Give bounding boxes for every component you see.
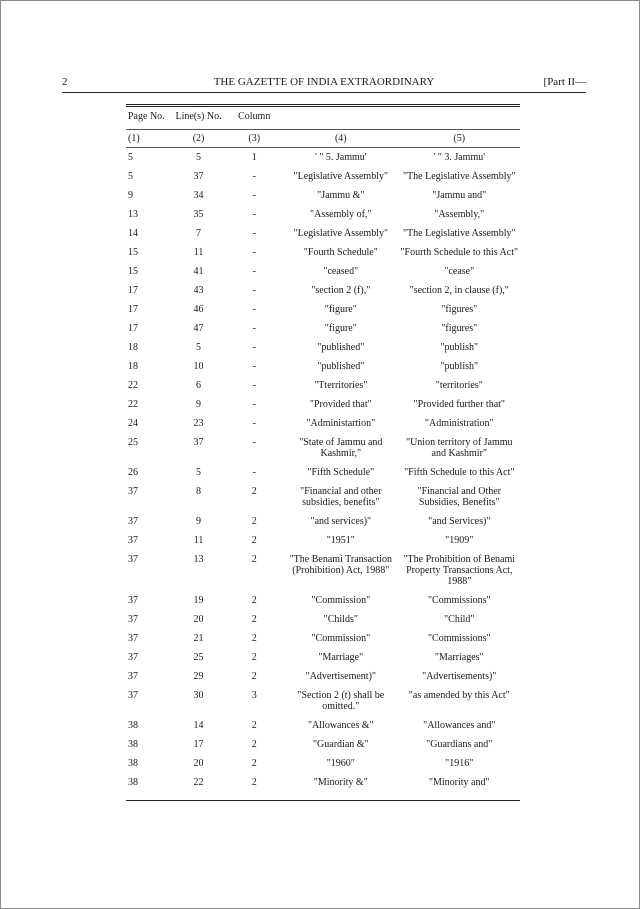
cell-column: 2: [251, 652, 257, 663]
cell-read-text: "1916": [445, 758, 474, 769]
cell-for-text: "Section 2 (t) shall be omitted.": [297, 690, 385, 712]
column-header-column: Column: [238, 111, 271, 122]
cell-column: -: [252, 190, 256, 201]
cell-line-no: 35: [193, 209, 204, 220]
cell-page-no: 37: [128, 671, 138, 682]
table-row: [126, 735, 520, 754]
cell-read-text: ' " 3. Jammu': [433, 152, 486, 163]
cell-page-no: 38: [128, 720, 138, 731]
table-row: [126, 395, 520, 414]
column-number-3: (3): [225, 130, 283, 148]
cell-page-no: 22: [128, 399, 138, 410]
cell-column: 2: [251, 614, 257, 625]
cell-column: 2: [251, 633, 257, 644]
cell-line-no: 20: [193, 614, 204, 625]
cell-for-text: "Minority &": [313, 777, 368, 788]
cell-line-no: 8: [196, 486, 202, 497]
cell-for-text: "Administartion": [306, 418, 376, 429]
cell-read-text: "publish": [440, 361, 479, 372]
cell-line-no: 37: [193, 171, 204, 182]
table-row: [126, 667, 520, 686]
cell-read-text: "Administration": [424, 418, 494, 429]
cell-page-no: 25: [128, 437, 138, 448]
cell-column: -: [252, 467, 256, 478]
cell-page-no: 5: [128, 171, 133, 182]
cell-column: -: [252, 399, 256, 410]
cell-read-text: "Jammu and": [432, 190, 487, 201]
cell-for-text: "Fifth Schedule": [307, 467, 375, 478]
cell-read-text: "1909": [445, 535, 474, 546]
cell-read-text: "Advertisements)": [422, 671, 497, 682]
cell-column: 2: [251, 777, 257, 788]
cell-column: -: [252, 285, 256, 296]
table-row: [126, 281, 520, 300]
column-header-for: [283, 107, 398, 130]
table-row: [126, 686, 520, 716]
cell-page-no: 13: [128, 209, 138, 220]
cell-line-no: 30: [193, 690, 204, 701]
cell-page-no: 9: [128, 190, 133, 201]
cell-line-no: 20: [193, 758, 204, 769]
cell-column: 2: [251, 720, 257, 731]
cell-page-no: 38: [128, 739, 138, 750]
table-row: [126, 262, 520, 281]
table-row: [126, 224, 520, 243]
column-number-row: [126, 130, 520, 148]
cell-page-no: 37: [128, 516, 138, 527]
cell-line-no: 41: [193, 266, 204, 277]
column-number-5: (5): [399, 130, 520, 148]
cell-page-no: 17: [128, 285, 138, 296]
table-row: [126, 754, 520, 773]
table-bottom-rule: [126, 800, 520, 801]
cell-for-text: "1951": [326, 535, 355, 546]
cell-for-text: "published": [317, 361, 365, 372]
cell-for-text: "Assembly of,": [310, 209, 372, 220]
table-row: [126, 550, 520, 591]
table-row: [126, 338, 520, 357]
cell-read-text: "Union territory of Jammu and Kashmir": [405, 437, 513, 459]
cell-line-no: 9: [196, 399, 202, 410]
cell-page-no: 37: [128, 486, 138, 497]
cell-page-no: 37: [128, 554, 138, 565]
cell-page-no: 18: [128, 342, 138, 353]
cell-read-text: "Provided further that": [413, 399, 505, 410]
cell-line-no: 25: [193, 652, 204, 663]
cell-read-text: "Child": [444, 614, 475, 625]
table-row: [126, 376, 520, 395]
cell-read-text: "Commissions": [427, 633, 491, 644]
cell-line-no: 6: [196, 380, 202, 391]
cell-column: -: [252, 247, 256, 258]
cell-page-no: 37: [128, 614, 138, 625]
table-row: [126, 205, 520, 224]
cell-read-text: "Minority and": [428, 777, 490, 788]
cell-page-no: 37: [128, 535, 138, 546]
table-top-rule: [126, 104, 520, 105]
cell-read-text: "as amended by this Act": [408, 690, 510, 701]
cell-line-no: 14: [193, 720, 204, 731]
table-row: [126, 186, 520, 205]
corrigendum-table: [126, 107, 520, 792]
cell-line-no: 34: [193, 190, 204, 201]
cell-line-no: 22: [193, 777, 204, 788]
cell-read-text: "figures": [441, 323, 478, 334]
cell-column: 2: [251, 516, 257, 527]
cell-page-no: 18: [128, 361, 138, 372]
cell-for-text: "Guardian &": [312, 739, 369, 750]
cell-column: -: [252, 437, 256, 448]
cell-column: 3: [251, 690, 257, 701]
cell-page-no: 37: [128, 633, 138, 644]
table-row: [126, 648, 520, 667]
cell-read-text: "Financial and Other Subsidies, Benefits": [417, 486, 502, 508]
cell-column: 1: [251, 152, 257, 163]
cell-page-no: 24: [128, 418, 138, 429]
cell-read-text: "The Legislative Assembly": [402, 171, 516, 182]
cell-for-text: "and services)": [310, 516, 372, 527]
cell-line-no: 9: [196, 516, 202, 527]
cell-line-no: 43: [193, 285, 204, 296]
table-row: [126, 414, 520, 433]
table-row: [126, 243, 520, 262]
cell-line-no: 10: [193, 361, 204, 372]
cell-column: -: [252, 361, 256, 372]
cell-line-no: 11: [193, 535, 204, 546]
table-row: [126, 148, 520, 168]
cell-column: -: [252, 304, 256, 315]
cell-line-no: 13: [193, 554, 204, 565]
cell-line-no: 11: [193, 247, 204, 258]
column-header-line-no: Line(s) No.: [175, 111, 222, 122]
cell-line-no: 5: [196, 152, 202, 163]
cell-for-text: "Allowances &": [307, 720, 374, 731]
cell-column: -: [252, 209, 256, 220]
table-body: [126, 148, 520, 793]
cell-page-no: 22: [128, 380, 138, 391]
cell-column: 2: [251, 671, 257, 682]
page-header: [62, 76, 586, 90]
cell-page-no: 37: [128, 690, 138, 701]
table-row: [126, 531, 520, 550]
cell-for-text: "figure": [324, 304, 357, 315]
cell-page-no: 14: [128, 228, 138, 239]
table-row: [126, 357, 520, 376]
table-row: [126, 610, 520, 629]
cell-page-no: 17: [128, 323, 138, 334]
cell-line-no: 23: [193, 418, 204, 429]
cell-for-text: "Marriage": [318, 652, 364, 663]
table-row: [126, 716, 520, 735]
cell-for-text: "Provided that": [309, 399, 372, 410]
table-row: [126, 591, 520, 610]
header-rule: [62, 92, 586, 93]
cell-read-text: "and Services)": [428, 516, 491, 527]
cell-read-text: "territories": [435, 380, 483, 391]
cell-column: 2: [251, 535, 257, 546]
cell-for-text: "Commission": [311, 633, 371, 644]
cell-for-text: "section 2 (f),": [311, 285, 371, 296]
column-header-page-no: Page No.: [128, 111, 165, 122]
cell-read-text: "The Legislative Assembly": [402, 228, 516, 239]
cell-column: -: [252, 380, 256, 391]
cell-read-text: "Commissions": [427, 595, 491, 606]
cell-read-text: "Guardians and": [426, 739, 493, 750]
cell-for-text: "Tterritories": [314, 380, 368, 391]
cell-for-text: "Commission": [311, 595, 371, 606]
gazette-title: THE GAZETTE OF INDIA EXTRAORDINARY: [213, 76, 435, 88]
cell-page-no: 17: [128, 304, 138, 315]
cell-page-no: 38: [128, 777, 138, 788]
cell-read-text: "Assembly,": [434, 209, 485, 220]
cell-line-no: 5: [196, 467, 202, 478]
cell-page-no: 37: [128, 595, 138, 606]
cell-for-text: "Advertisement)": [305, 671, 376, 682]
cell-for-text: "ceased": [323, 266, 359, 277]
cell-column: 2: [251, 758, 257, 769]
cell-page-no: 5: [128, 152, 133, 163]
table-row: [126, 482, 520, 512]
table-row: [126, 463, 520, 482]
column-number-2: (2): [172, 130, 226, 148]
cell-line-no: 17: [193, 739, 204, 750]
cell-column: 2: [251, 739, 257, 750]
cell-line-no: 29: [193, 671, 204, 682]
cell-for-text: "State of Jammu and Kashmir,": [299, 437, 383, 459]
table-row: [126, 433, 520, 463]
cell-line-no: 47: [193, 323, 204, 334]
cell-read-text: "section 2, in clause (f),": [409, 285, 509, 296]
cell-read-text: "Allowances and": [423, 720, 496, 731]
cell-page-no: 38: [128, 758, 138, 769]
cell-for-text: "Jammu &": [317, 190, 365, 201]
cell-line-no: 21: [193, 633, 204, 644]
cell-page-no: 37: [128, 652, 138, 663]
cell-column: -: [252, 171, 256, 182]
cell-line-no: 19: [193, 595, 204, 606]
cell-line-no: 5: [196, 342, 202, 353]
corrigendum-table-container: [126, 104, 520, 801]
cell-for-text: ' " 5. Jammu': [315, 152, 367, 163]
column-header-row: [126, 107, 520, 130]
table-row: [126, 300, 520, 319]
cell-for-text: "published": [317, 342, 365, 353]
cell-column: -: [252, 342, 256, 353]
cell-read-text: "figures": [441, 304, 478, 315]
cell-page-no: 26: [128, 467, 138, 478]
page-number: 2: [62, 76, 68, 88]
cell-column: -: [252, 323, 256, 334]
cell-for-text: "figure": [324, 323, 357, 334]
table-row: [126, 319, 520, 338]
column-header-read: [399, 107, 520, 130]
cell-column: 2: [251, 486, 257, 497]
cell-for-text: "1960": [326, 758, 355, 769]
cell-read-text: "Marriages": [434, 652, 484, 663]
table-row: [126, 512, 520, 531]
cell-read-text: "Fifth Schedule to this Act": [404, 467, 515, 478]
table-row: [126, 629, 520, 648]
column-number-1: (1): [126, 130, 172, 148]
column-number-4: (4): [283, 130, 398, 148]
cell-line-no: 7: [196, 228, 202, 239]
cell-page-no: 15: [128, 266, 138, 277]
cell-read-text: "cease": [444, 266, 475, 277]
part-label: [Part II—: [543, 76, 586, 88]
cell-for-text: "Legislative Assembly": [293, 171, 389, 182]
cell-read-text: "The Prohibition of Benami Property Transactions Act, 1988": [403, 554, 516, 587]
cell-line-no: 37: [193, 437, 204, 448]
cell-for-text: "Legislative Assembly": [293, 228, 389, 239]
cell-read-text: "Fourth Schedule to this Act": [400, 247, 519, 258]
table-row: [126, 773, 520, 792]
cell-column: -: [252, 266, 256, 277]
cell-column: 2: [251, 554, 257, 565]
cell-column: 2: [251, 595, 257, 606]
cell-for-text: "The Benami Transaction (Prohibition) Act, 1988": [289, 554, 392, 576]
cell-column: -: [252, 228, 256, 239]
cell-for-text: "Fourth Schedule": [303, 247, 378, 258]
cell-line-no: 46: [193, 304, 204, 315]
table-row: [126, 167, 520, 186]
cell-for-text: "Financial and other subsidies, benefits": [300, 486, 382, 508]
cell-read-text: "publish": [440, 342, 479, 353]
cell-page-no: 15: [128, 247, 138, 258]
cell-column: -: [252, 418, 256, 429]
cell-for-text: "Childs": [323, 614, 358, 625]
